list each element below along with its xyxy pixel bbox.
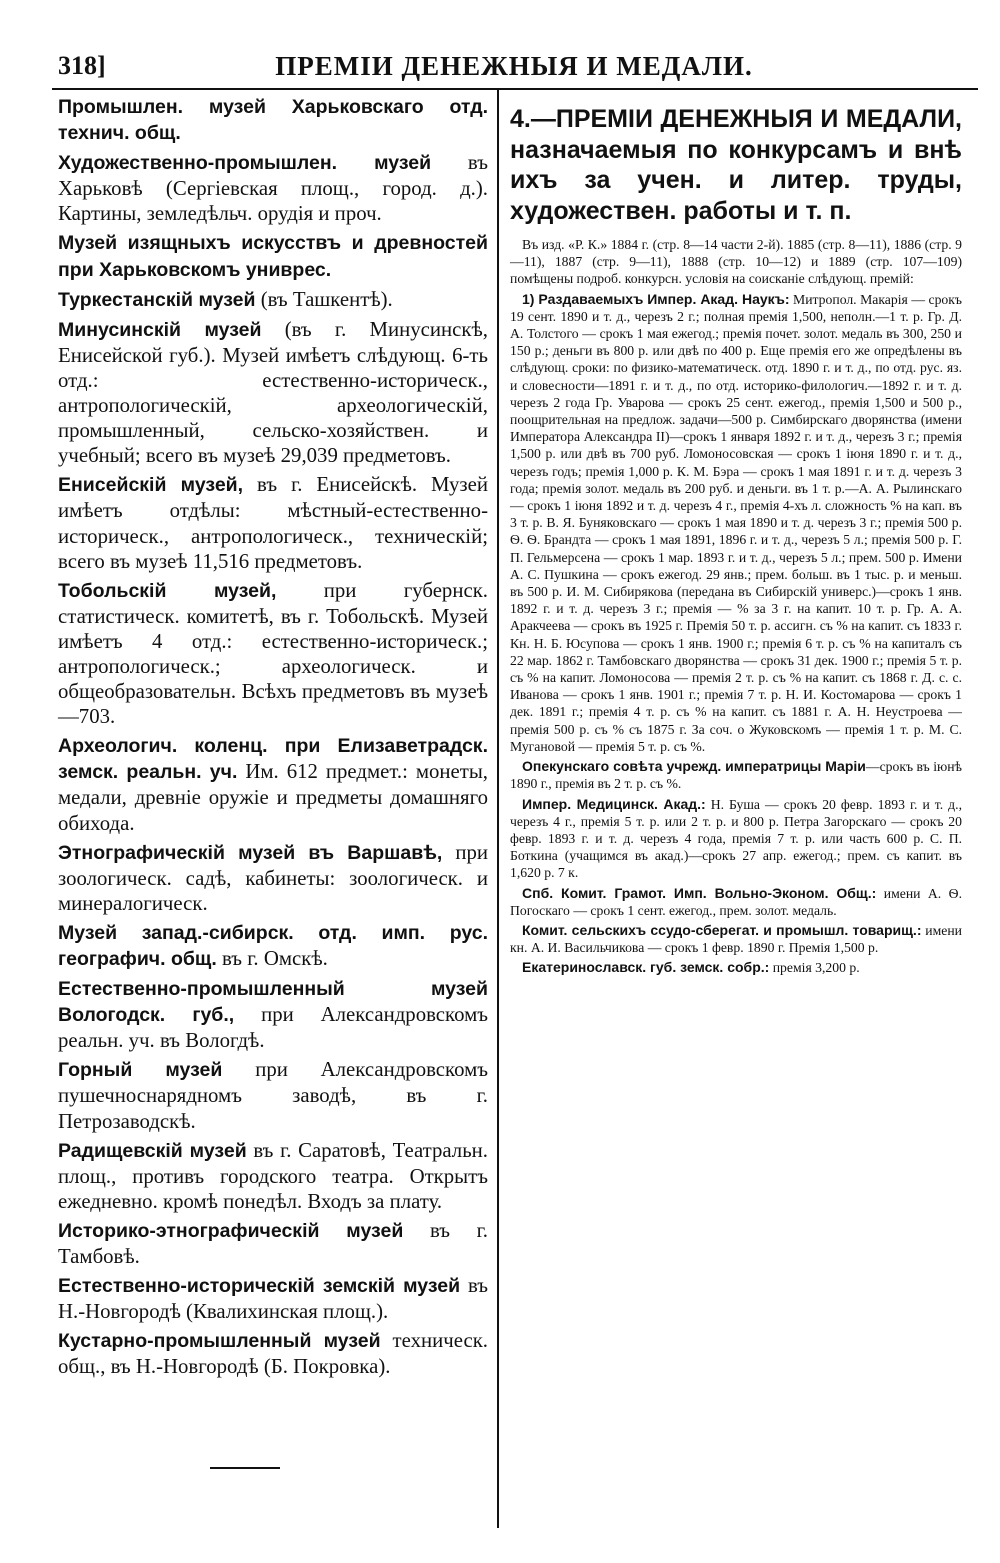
right-column	[510, 104, 962, 980]
museum-entry: Естественно-историческій земскій музей въ Н.-Новгородѣ (Квалихинская площ.).	[58, 1274, 488, 1324]
prize-paragraph: Екатеринославск. губ. земск. собр.: премія 3,200 р.	[522, 959, 860, 976]
museum-entry: Музей запад.-сибирск. отд. имп. рус. географич. общ. въ г. Омскѣ.	[58, 921, 488, 970]
museum-entry: Историко-этнографическій музей въ г. Тамбовѣ.	[58, 1218, 488, 1269]
museum-entry: Этнографическій музей въ Варшавѣ, при зоологическ. садѣ, кабинеты: зоологическ. и минералогическ.	[58, 840, 489, 915]
header-rule	[52, 88, 978, 90]
prize-paragraph: Комит. сельскихъ ссудо-сберегат. и промышл. товарищ.: имени кн. А. И. Васильчикова — срокъ 1 февр. 1890 г. Премія 1,500 р.	[510, 921, 962, 956]
page-header	[58, 46, 970, 86]
page-number: 318]	[58, 51, 106, 80]
museum-entry: Музей изящныхъ искусствъ и древностей при Харьковскомъ униврес.	[58, 232, 488, 281]
museum-entry: Туркестанскій музей (въ Ташкентѣ).	[58, 287, 393, 311]
museum-entry: Археологич. коленц. при Елизаветрадск. земск. реальн. уч. Им. 612 предмет.: монеты, медали, древніе оружіе и предметы домашняго обихода.	[58, 735, 488, 835]
section-end-rule	[210, 1467, 280, 1469]
left-column	[58, 94, 488, 1384]
museum-entry: Промышлен. музей Харьковскаго отд. технич. общ.	[58, 96, 488, 145]
museum-entry: Минусинскій музей (въ г. Минусинскѣ, Енисейской губ.). Музей имѣетъ слѣдующ. 6-ть отд.: естественно-историческ., антропологическій, археологическій, промышленный, сельско-хозяйствен. и учебный; всего въ музеѣ 29,039 предметовъ.	[58, 317, 488, 468]
prize-paragraph: 1) Раздаваемыхъ Импер. Акад. Наукъ: Митропол. Макарія — срокъ 19 сент. 1890 и т. д., черезъ 2 г.; полная премія 1,500, неполн.—1 т. р. Гр. Д. А. Толстого — срокъ 1 мая ежегод.; премія почет. золот. медаль въ 300, 250 и 150 р.; деньги въ 800 р. или двѣ по 400 р. Еще премія его же опредѣлены въ слѣдующ. сроки: по физико-математическ. отд. 1890 г. и т. д., по отд. рус. яз. и словесности—1891 г. и т. д., по отд. историко-филологич.—1892 г. и т. д. черезъ 2 года Гр. Уварова — срокъ 25 сент. ежегод., премія 1,500 и 500 р., поощрительная на предлож. задачи—500 р. Симбирскаго дворянства (имени Императора Александра II)—срокъ 1 января 1892 г. и т. д., черезъ 3 г.; премія 1,500 р. или двѣ въ 700 руб. Ломоносовская — срокъ 1 іюня 1890 г. и т. д., черезъ годъ; премія 1,000 р. К. М. Бэра — срокъ 1 мая 1891 г. и т. д. черезъ 3 года; премія золот. медаль въ 200 руб. и деньги. въ 1 т. р.—А. А. Рылинскаго — срокъ 1 іюня 1892 и т. д. черезъ 4 г., премія 4-хъ л. сложность % на кап. въ 3 т. р. В. Я. Буняковскаго — срокъ 1 мая 1890 и т. д. черезъ 3 г.; премія 500 р. Ѳ. Ѳ. Брандта — срокъ 1 мая 1891, 1896 г. и т. д., черезъ 5 л.; премія 500 р. Г. П. Гельмерсена — срокъ 1 мар. 1893 г. и т. д., черезъ 5 л.; прем. 500 р. Имени А. С. Пушкина — срокъ ежегод. 29 янв.; прем. больш. въ 1 тыс. р. и меньш. въ 500 р. И. М. Сибирякова (передана въ Сибирскій универс.)—срокъ 1 янв. 1892 г. и т. д. черезъ 3 г.; премія — % за 3 г. на капит. 10 т. р. Гр. А. А. Аракчеева — срокъ въ 1925 г. Премія 50 т. р. ассигн. съ % на капит. съ 1833 г. Кн. Н. Б. Юсупова — срокъ 1 янв. 1900 г.; премія 6 т. р. съ % на капиталъ съ 22 мар. 1862 г. Тамбовскаго дворянства — срокъ 31 дек. 1900 г.; премія 5 т. р. съ % на капит. Ломоносова — премія 2 т. р. съ % на капит. съ 1868 г. Д. с. с. Иванова — срокъ 1 янв. 1901 г.; премія 7 т. р. Н. И. Костомарова — срокъ 1 дек. 1891 г.; премія 4 т. р. съ % на капит. съ 1881 г. А. Н. Неустроева — премія 500 р. съ % съ 1875 г. За соч. о Жуковскомъ — премія 1 т. р. М. С. Мугановой — премія 5 т. р. съ %.	[510, 290, 962, 754]
museum-entry: Кустарно-промышленный музей техническ. общ., въ Н.-Новгородѣ (Б. Покровка).	[58, 1329, 488, 1379]
museum-entry: Горный музей при Александровскомъ пушечноснарядномъ заводѣ, въ г. Петрозаводскѣ.	[58, 1058, 488, 1133]
prize-paragraph: Спб. Комит. Грамот. Имп. Вольно-Эконом. Общ.: имени А. Ѳ. Погоскаго — срокъ 1 сент. ежегод., прем. золот. медаль.	[510, 884, 962, 918]
prize-paragraph: Импер. Медицинск. Акад.: Н. Буша — срокъ 20 февр. 1893 г. и т. д., черезъ 4 г., премія 5 т. р. или 2 т. р. и 800 р. Петра Загорскаго — срокъ 20 февр. 1893 г. и т. д. черезъ 4 года, премія 7 т. р. или часть 600 р. С. П. Боткина (учащимся въ акад.)—срокъ 27 апр. ежегод.; прем. съ капит. въ 1,620 р. 7 к.	[510, 795, 962, 881]
museum-entry: Художественно-промышлен. музей въ Харьковѣ (Сергіевская площ., город. д.). Картины, земледѣльч. орудія и проч.	[58, 151, 488, 226]
museum-entry: Радищевскій музей въ г. Саратовѣ, Театральн. площ., противъ городского театра. Открытъ ежедневно. кромѣ понедѣл. Входъ за плату.	[58, 1138, 489, 1213]
museum-entry: Естественно-промышленный музей Вологодск. губ., при Александровскомъ реальн. уч. въ Вологдѣ.	[58, 978, 488, 1053]
museum-entry: Тобольскій музей, при губернск. статистическ. комитетѣ, въ г. Тобольскѣ. Музей имѣетъ 4 отд.: естественно-историческ.; антропологическ.; археологическ. и общеобразовательн. Всѣхъ предметовъ въ музеѣ—703.	[58, 578, 488, 729]
museum-entry: Енисейскій музей, въ г. Енисейскѣ. Музей имѣетъ отдѣлы: мѣстный-естественно-историческ., антропологическ., техническій; всего въ музеѣ 11,516 предметовъ.	[58, 473, 488, 573]
running-title: ПРЕМІИ ДЕНЕЖНЫЯ И МЕДАЛИ.	[275, 50, 753, 81]
section-title: 4.—ПРЕМІИ ДЕНЕЖНЫЯ И МЕДАЛИ, назначаемыя по конкурсамъ и внѣ ихъ за учен. и литер. труды, художествен. работы и т. п.	[510, 105, 962, 225]
prize-paragraph: Опекунскаго совѣта учрежд. императрицы Маріи—срокъ въ іюнѣ 1890 г., премія въ 2 т. р. съ %.	[510, 758, 962, 792]
column-divider	[497, 88, 499, 1528]
section-intro: Въ изд. «Р. К.» 1884 г. (стр. 8—14 части 2-й). 1885 (стр. 8—11), 1886 (стр. 9—11), 1887 (стр. 9—11), 1888 (стр. 10—12) и 1889 (стр. 107—109) помѣщены подроб. конкурсн. условія на соисканіе слѣдующ. премій:	[510, 237, 962, 287]
